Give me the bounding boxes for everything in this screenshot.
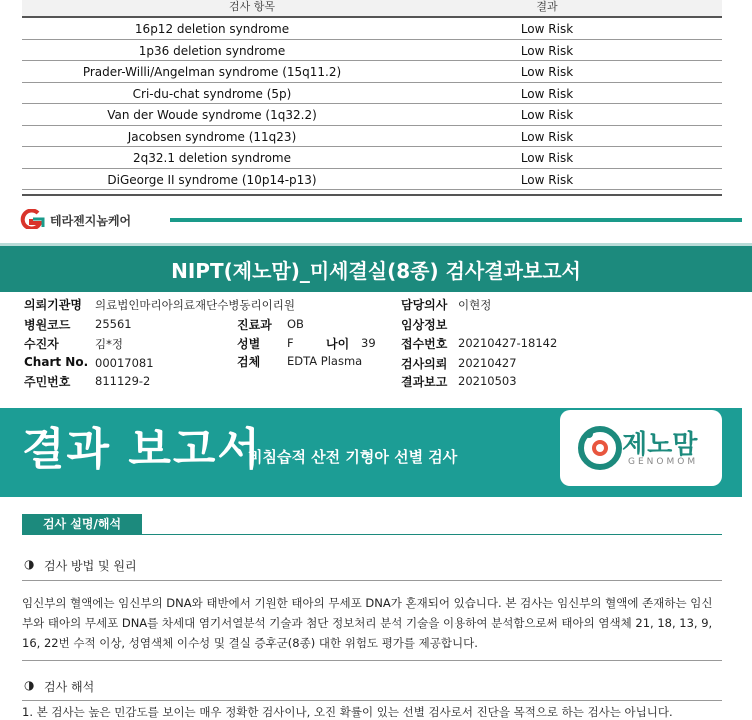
institution-value: 의료법인마리아의료재단수병동리이리원 xyxy=(95,298,295,312)
method-paragraph: 임신부의 혈액에는 임신부의 DNA와 태반에서 기원한 태아의 무세포 DNA가 혼재되어 있습니다. 본 검사는 임신부의 혈액에 존재하는 임신부와 태아의 무세포 DNA를 차세대 염기서열분석 기술과 첨단 정보처리 분석 기술을 이용하여 분석함으로써 태아의 염색체 21, 18, 13, 9, 16, 22번 수적 이상, 성염색체 이수성 및 결실 증후군(8종) 대한 위험도 평가를 제공합니다. xyxy=(22,596,713,650)
row-result: Low Risk xyxy=(520,65,574,79)
title-banner xyxy=(0,243,752,292)
doctor-value: 이현정 xyxy=(458,298,492,312)
terragen-logo-icon xyxy=(18,209,45,229)
row-item: 1p36 deletion syndrome xyxy=(138,43,286,58)
table-row xyxy=(22,40,722,62)
specimen-value: EDTA Plasma xyxy=(287,354,363,368)
hospital-code-value: 25561 xyxy=(95,317,132,331)
section-rule xyxy=(22,534,722,535)
resident-value: 811129-2 xyxy=(95,374,151,388)
table-row xyxy=(22,169,722,191)
hospital-code-label: 병원코드 xyxy=(24,318,71,332)
examinee-value: 김*정 xyxy=(95,337,123,351)
row-item: Van der Woude syndrome (1q32.2) xyxy=(107,108,317,122)
divider xyxy=(22,660,722,661)
table-row xyxy=(22,126,722,148)
method-bullet-icon: ◑ xyxy=(24,557,35,571)
row-item: DiGeorge II syndrome (10p14-p13) xyxy=(107,172,317,187)
resident-label: 주민번호 xyxy=(24,375,71,389)
genomom-logo-icon xyxy=(575,422,625,472)
row-item: Prader-Willi/Angelman syndrome (15q11.2) xyxy=(82,65,342,79)
examinee-label: 수진자 xyxy=(24,337,59,351)
report-date-value: 20210503 xyxy=(458,374,517,388)
interpret-title: 검사 해석 xyxy=(44,680,95,694)
department-value: OB xyxy=(287,317,304,331)
table-header xyxy=(22,0,722,18)
receipt-label: 접수번호 xyxy=(401,337,448,351)
row-item: Jacobsen syndrome (11q23) xyxy=(127,129,297,144)
row-result: Low Risk xyxy=(520,129,574,144)
row-item: 2q32.1 deletion syndrome xyxy=(133,151,291,165)
age-value: 39 xyxy=(361,336,376,350)
department-label: 진료과 xyxy=(237,318,272,332)
clinical-label: 임상정보 xyxy=(401,318,448,332)
sex-value: F xyxy=(287,336,294,350)
row-result: Low Risk xyxy=(520,86,574,101)
result-title: 결과 보고서 xyxy=(22,424,262,475)
chart-label: Chart No. xyxy=(24,355,89,369)
doctor-label: 담당의사 xyxy=(401,298,448,312)
sex-label: 성별 xyxy=(237,337,261,351)
table-row xyxy=(22,18,722,40)
genomom-logo-subtext: GENOMOM xyxy=(628,457,699,467)
receipt-value: 20210427-18142 xyxy=(458,336,558,350)
header-result: 결과 xyxy=(536,0,558,13)
table-bottom-rule xyxy=(22,190,722,196)
age-label: 나이 xyxy=(326,337,350,351)
request-value: 20210427 xyxy=(458,356,517,370)
results-table xyxy=(22,0,722,196)
section-header: 검사 설명/해석 xyxy=(22,514,142,534)
result-subtitle: 비침습적 산전 기형아 선별 검사 xyxy=(248,448,458,466)
interpret-bullet-icon: ◑ xyxy=(24,678,35,692)
specimen-label: 검체 xyxy=(237,355,261,369)
table-row xyxy=(22,147,722,169)
row-result: Low Risk xyxy=(520,22,574,36)
brand-name: 테라젠지놈케어 xyxy=(50,214,132,228)
report-title: NIPT(제노맘)_미세결실(8종) 검사결과보고서 xyxy=(171,259,581,283)
chart-value: 00017081 xyxy=(95,356,154,370)
row-result: Low Risk xyxy=(520,151,574,165)
row-result: Low Risk xyxy=(520,43,574,58)
brand-rule xyxy=(170,218,742,222)
row-result: Low Risk xyxy=(520,108,574,122)
divider xyxy=(22,580,722,581)
request-label: 검사의뢰 xyxy=(401,357,448,371)
table-row xyxy=(22,61,722,83)
report-date-label: 결과보고 xyxy=(401,375,448,389)
interpret-paragraph: 1. 본 검사는 높은 민감도를 보이는 매우 정확한 검사이나, 오진 확률이 있는 선별 검사로서 진단을 목적으로 하는 검사는 아닙니다. xyxy=(22,705,673,719)
table-row xyxy=(22,83,722,105)
institution-label: 의뢰기관명 xyxy=(24,298,82,312)
row-result: Low Risk xyxy=(520,172,574,187)
header-item: 검사 항목 xyxy=(228,0,275,13)
row-item: Cri-du-chat syndrome (5p) xyxy=(132,86,292,101)
genomom-logo-text: 제노맘 xyxy=(622,430,698,460)
table-row xyxy=(22,104,722,126)
divider xyxy=(22,700,722,701)
row-item: 16p12 deletion syndrome xyxy=(134,22,290,36)
method-title: 검사 방법 및 원리 xyxy=(44,559,137,573)
